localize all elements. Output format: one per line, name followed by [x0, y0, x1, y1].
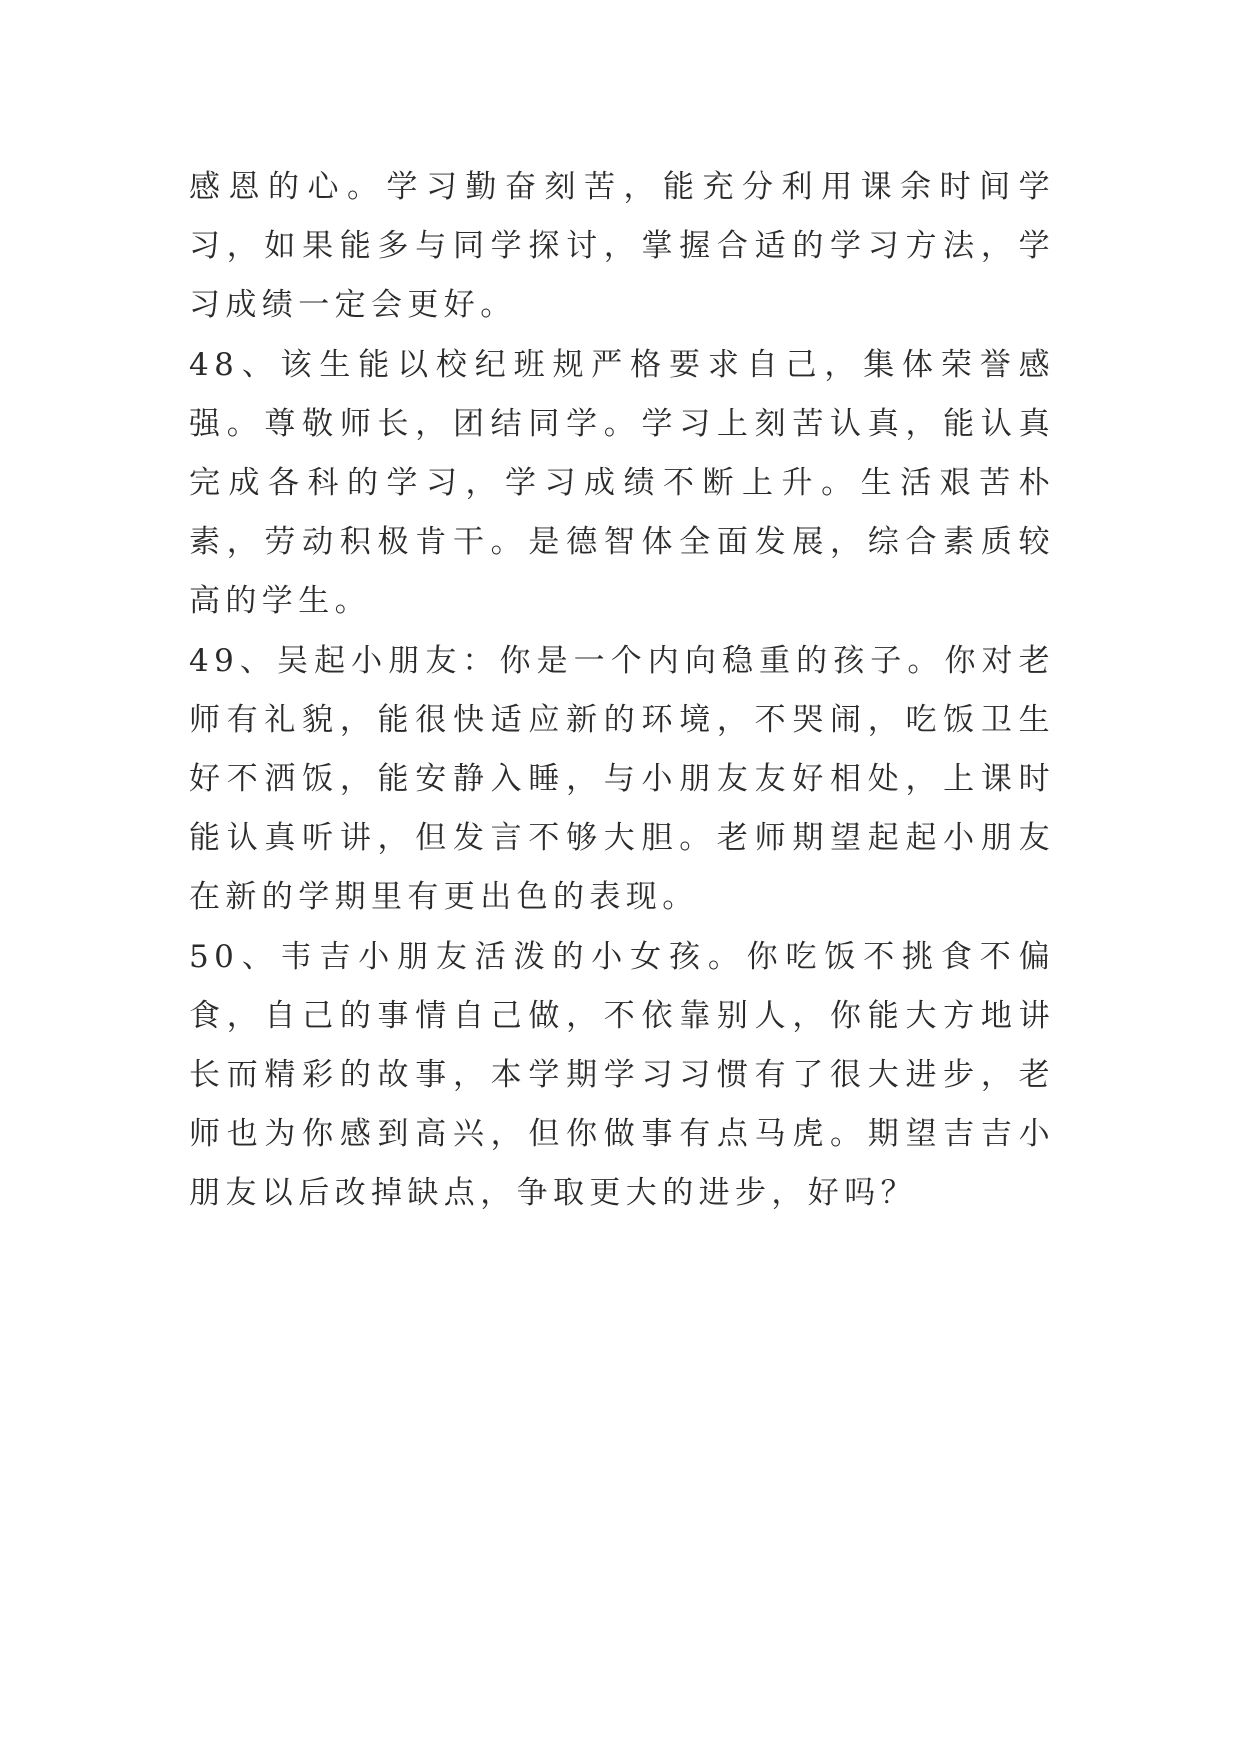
paragraph-50: 50、韦吉小朋友活泼的小女孩。你吃饭不挑食不偏食，自己的事情自己做，不依靠别人，你能大方地讲长而精彩的故事，本学期学习习惯有了很大进步，老师也为你感到高兴，但你做事有点马虎。期望吉吉小朋友以后改掉缺点，争取更大的进步，好吗？: [189, 938, 1055, 1212]
paragraph-48: 48、该生能以校纪班规严格要求自己，集体荣誉感强。尊敬师长，团结同学。学习上刻苦认真，能认真完成各科的学习，学习成绩不断上升。生活艰苦朴素，劳动积极肯干。是德智体全面发展，综合素质较高的学生。: [189, 346, 1055, 620]
paragraph-49: 49、吴起小朋友：你是一个内向稳重的孩子。你对老师有礼貌，能很快适应新的环境，不哭闹，吃饭卫生好不洒饭，能安静入睡，与小朋友友好相处，上课时能认真听讲，但发言不够大胆。老师期望起起小朋友在新的学期里有更出色的表现。: [189, 642, 1055, 916]
document-body: [189, 158, 1055, 1224]
paragraph-continuation: 感恩的心。学习勤奋刻苦，能充分利用课余时间学习，如果能多与同学探讨，掌握合适的学习方法，学习成绩一定会更好。: [189, 169, 1055, 324]
